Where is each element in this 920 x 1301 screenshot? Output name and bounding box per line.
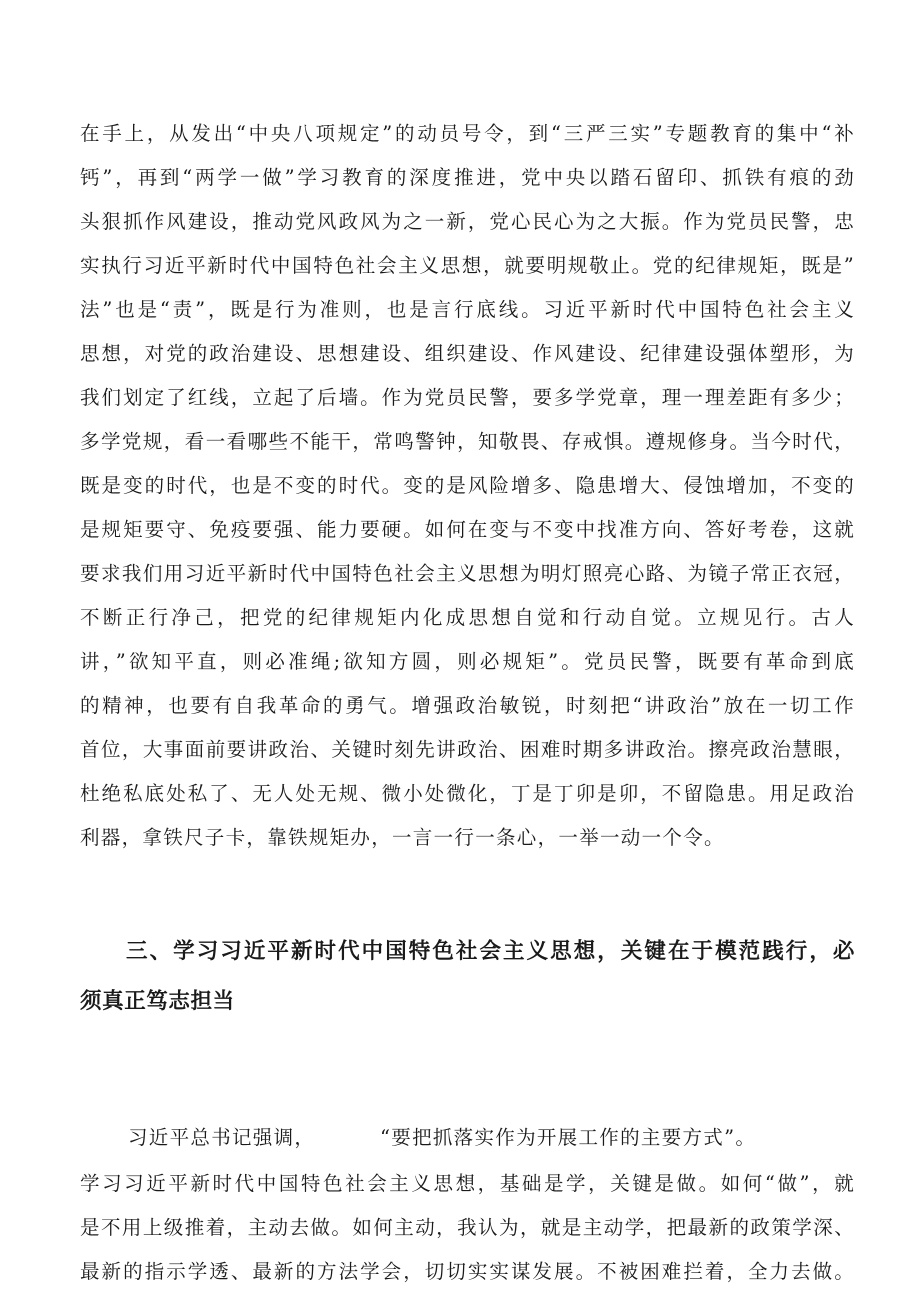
heading-line: 须真正笃志担当 [80,989,235,1014]
paragraph-line: 首位，大事面前要讲政治、关键时刻先讲政治、困难时期多讲政治。擦亮政治慧眼， [80,738,855,761]
paragraph-line: 多学党规，看一看哪些不能干，常鸣警钟，知敬畏、存戒惧。遵规修身。当今时代， [80,430,855,453]
quote-speaker: 习近平总书记强调， [128,1126,316,1149]
heading-line: 三、学习习近平新时代中国特色社会主义思想，关键在于模范践行，必 [126,939,855,964]
section-heading [80,927,855,1027]
paragraph-line: 头狠抓作风建设，推动党风政风为之一新，党心民心为之大振。作为党员民警，忠 [80,210,855,233]
paragraph-body [80,1162,855,1294]
paragraph-line: 的精神，也要有自我革命的勇气。增强政治敏锐，时刻把“讲政治”放在一切工作 [80,694,855,717]
paragraph-line: 杜绝私底处私了、无人处无规、微小处微化，丁是丁卯是卯，不留隐患。用足政治 [80,782,855,805]
quote-line [80,1116,855,1160]
paragraph-line: 思想，对党的政治建设、思想建设、组织建设、作风建设、纪律建设强体塑形，为 [80,342,855,365]
paragraph-line: 要求我们用习近平新时代中国特色社会主义思想为明灯照亮心路、为镜子常正衣冠， [80,562,855,585]
paragraph-line: 学习习近平新时代中国特色社会主义思想，基础是学，关键是做。如何“做”，就 [80,1172,855,1195]
paragraph-line: 法”也是“责”，既是行为准则，也是言行底线。习近平新时代中国特色社会主义 [80,298,855,321]
paragraph-line: 既是变的时代，也是不变的时代。变的是风险增多、隐患增大、侵蚀增加，不变的 [80,474,855,497]
paragraph-line: 是规矩要守、免疫要强、能力要硬。如何在变与不变中找准方向、答好考卷，这就 [80,518,855,541]
paragraph-line: 钙”，再到“两学一做”学习教育的深度推进，党中央以踏石留印、抓铁有痕的劲 [80,166,855,189]
paragraph-line: 是不用上级推着，主动去做。如何主动，我认为，就是主动学，把最新的政策学深、 [80,1216,855,1239]
paragraph-line: 我们划定了红线，立起了后墙。作为党员民警，要多学党章，理一理差距有多少； [80,386,855,409]
paragraph-continued [80,112,855,860]
paragraph-line: 在手上，从发出“中央八项规定”的动员号令，到“三严三实”专题教育的集中“补 [80,122,855,145]
paragraph-line: 不断正行净己，把党的纪律规矩内化成思想自觉和行动自觉。立规见行。古人 [80,606,855,629]
quote-text: “要把抓落实作为开展工作的主要方式”。 [380,1126,757,1149]
paragraph-line: 实执行习近平新时代中国特色社会主义思想，就要明规敬止。党的纪律规矩，既是” [80,254,855,277]
paragraph-line: 讲，”欲知平直，则必准绳;欲知方圆，则必规矩”。党员民警，既要有革命到底 [80,650,855,673]
paragraph-line: 最新的指示学透、最新的方法学会，切切实实谋发展。不被困难拦着，全力去做。 [80,1260,855,1283]
paragraph-line: 利器，拿铁尺子卡，靠铁规矩办，一言一行一条心，一举一动一个令。 [80,826,725,849]
